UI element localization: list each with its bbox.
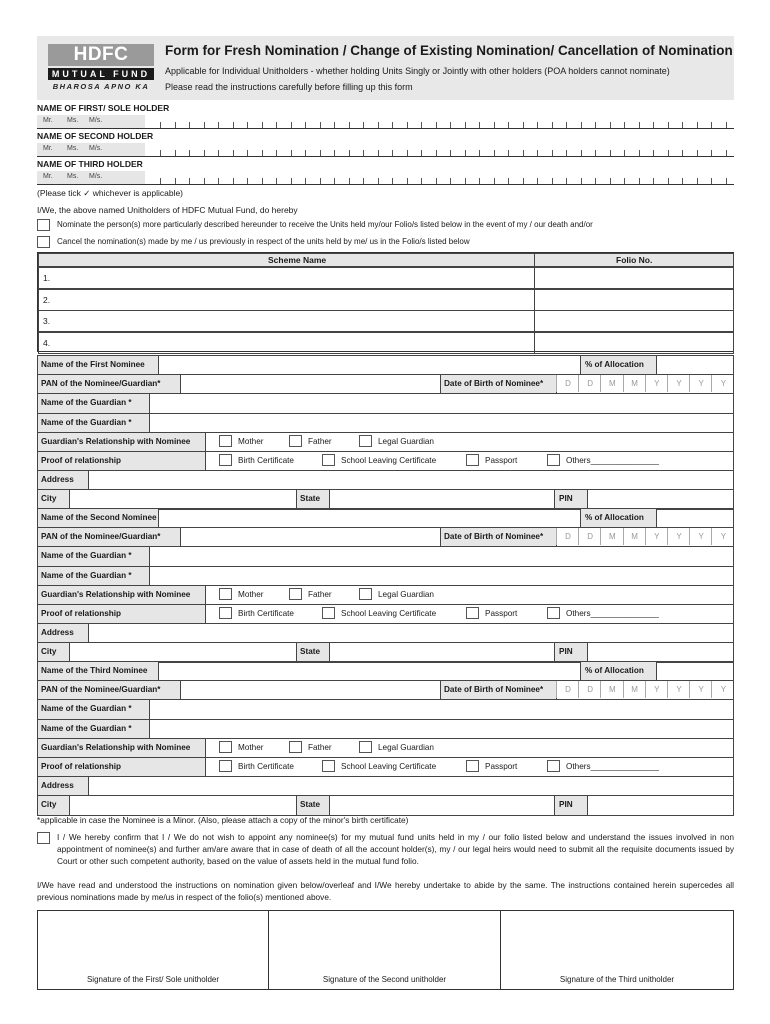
birth-certificate-label: Birth Certificate [238,609,294,618]
legal-guardian-label: Legal Guardian [378,436,434,446]
salutation-mr[interactable]: Mr. [43,173,53,180]
holder-label: NAME OF THIRD HOLDER [37,159,143,169]
dob-digit-box[interactable]: D [556,528,579,545]
pin-field[interactable] [587,795,734,815]
mother-checkbox[interactable] [219,435,232,447]
relationship-label: Guardian's Relationship with Nominee [41,742,191,752]
cancel-option-label: Cancel the nomination(s) made by me / us previously in respect of the units held by me/ us in the Folio/s listed below [57,237,470,246]
pin-label: PIN [559,800,573,810]
others-label: Others_______________ [566,762,659,771]
folio-cell[interactable] [534,289,734,311]
dob-digit-box[interactable]: Y [645,681,668,698]
city-label: City [41,800,57,810]
city-label: City [41,647,57,657]
scheme-row-number: 1. [43,273,51,283]
salutation-mr[interactable]: Mr. [43,117,53,124]
nominee-name-field[interactable] [158,355,581,375]
dob-digit-box[interactable]: M [600,375,623,392]
pan-label: PAN of the Nominee/Guardian* [41,379,161,389]
proof-label: Proof of relationship [41,456,122,465]
form-subtitle-1: Applicable for Individual Unitholders - whether holding Units Singly or Jointly with other holders (POA holders cannot nominate) [165,66,670,76]
address-field[interactable] [88,470,734,490]
city-field[interactable] [69,795,297,815]
scheme-table [37,252,734,352]
declaration-text: I/We, the above named Unitholders of HDFC Mutual Fund, do hereby [37,205,298,215]
state-label: State [300,494,321,504]
dob-digit-box[interactable]: Y [689,681,712,698]
father-checkbox[interactable] [289,588,302,600]
nominee-title: Name of the Second Nominee [41,513,157,522]
no-nominee-declaration: I / We hereby confirm that I / We do not wish to appoint any nominee(s) for my mutual fund units held in my / our folio listed below and understand the issues involved in non appointment of nominee(s) and further am/are aware that in case of death of all the account holder(s), my / our legal heirs would need to submit all the requisite documents issued by Court or other such competent authority, based on the value of assets held in the mutual fund folio. [57,832,734,866]
logo-sub: MUTUAL FUND [48,68,154,80]
salutation-mss[interactable]: M/s. [89,145,103,152]
holder-name-field[interactable] [37,115,734,129]
others-checkbox[interactable] [547,607,560,619]
state-field[interactable] [329,795,555,815]
dob-label: Date of Birth of Nominee* [444,685,544,695]
mother-label: Mother [238,436,264,446]
dob-digit-box[interactable]: D [556,375,579,392]
guardian-label: Name of the Guardian * [41,417,132,427]
dob-digit-box[interactable]: M [623,528,646,545]
school-leaving-label: School Leaving Certificate [341,609,437,618]
dob-digit-box[interactable]: Y [711,681,734,698]
school-leaving-label: School Leaving Certificate [341,456,437,465]
pin-field[interactable] [587,489,734,509]
hdfc-logo [48,44,154,92]
folio-cell[interactable] [534,267,734,289]
undertaking-text: I/We have read and understood the instructions on nomination given below/overleaf and I/We hereby undertake to abide by the same. The instructions contained herein supercedes all previous nominations made by me/us in respect of the folio(s) mentioned above. [37,880,734,902]
proof-label: Proof of relationship [41,609,122,618]
allocation-field[interactable] [656,508,734,528]
pin-label: PIN [559,494,573,504]
nominee-title: Name of the First Nominee [41,360,145,369]
mother-label: Mother [238,589,264,599]
others-checkbox[interactable] [547,760,560,772]
birth-certificate-checkbox[interactable] [219,760,232,772]
dob-digit-box[interactable]: Y [689,375,712,392]
address-field[interactable] [88,623,734,643]
dob-digit-box[interactable]: Y [667,681,690,698]
dob-digit-box[interactable]: M [600,681,623,698]
father-label: Father [308,436,332,446]
mother-checkbox[interactable] [219,741,232,753]
dob-digit-box[interactable]: Y [711,375,734,392]
passport-label: Passport [485,609,518,618]
guardian-name-field[interactable] [149,393,734,413]
dob-digit-box[interactable]: M [623,375,646,392]
salutation-ms[interactable]: Ms. [67,173,79,180]
dob-label: Date of Birth of Nominee* [444,379,544,389]
dob-label: Date of Birth of Nominee* [444,532,544,542]
guardian-label: Name of the Guardian * [41,704,132,714]
guardian-name-field[interactable] [149,413,734,433]
pin-field[interactable] [587,642,734,662]
pan-label: PAN of the Nominee/Guardian* [41,685,161,695]
guardian-label: Name of the Guardian * [41,570,132,580]
allocation-label: % of Allocation [585,360,644,369]
dob-digit-box[interactable]: D [578,681,601,698]
minor-note: *applicable in case the Nominee is a Minor. (Also, please attach a copy of the minor's birth certificate) [37,815,409,825]
scheme-name-header: Scheme Name [268,255,327,265]
allocation-label: % of Allocation [585,666,644,675]
passport-label: Passport [485,456,518,465]
address-label: Address [41,628,74,638]
passport-checkbox[interactable] [466,607,479,619]
dob-digit-box[interactable]: Y [689,528,712,545]
holder-label: NAME OF FIRST/ SOLE HOLDER [37,103,170,113]
father-checkbox[interactable] [289,741,302,753]
dob-digit-box[interactable]: Y [645,528,668,545]
salutation-ms[interactable]: Ms. [67,117,79,124]
scheme-name-cell[interactable] [38,289,535,311]
relationship-label: Guardian's Relationship with Nominee [41,436,191,446]
scheme-name-cell[interactable] [38,267,535,289]
city-label: City [41,494,57,504]
guardian-name-field[interactable] [149,546,734,566]
form-subtitle-2: Please read the instructions carefully before filling up this form [165,82,413,92]
mother-checkbox[interactable] [219,588,232,600]
legal-guardian-checkbox[interactable] [359,588,372,600]
state-field[interactable] [329,489,555,509]
pan-label: PAN of the Nominee/Guardian* [41,532,161,542]
form-title: Form for Fresh Nomination / Change of Existing Nomination/ Cancellation of Nomination [165,43,733,58]
birth-certificate-label: Birth Certificate [238,456,294,465]
father-checkbox[interactable] [289,435,302,447]
guardian-name-field[interactable] [149,719,734,739]
nominate-option-label: Nominate the person(s) more particularly described hereunder to receive the Units held my/our Folio/s listed below in the event of my / our death and/or [57,220,593,229]
pan-field[interactable] [180,527,441,547]
school-leaving-checkbox[interactable] [322,607,335,619]
signature-label-third: Signature of the Third unitholder [559,975,675,984]
birth-certificate-label: Birth Certificate [238,762,294,771]
guardian-label: Name of the Guardian * [41,398,132,408]
pin-label: PIN [559,647,573,657]
salutation-ms[interactable]: Ms. [67,145,79,152]
nominee-name-field[interactable] [158,661,581,681]
dob-digit-box[interactable]: Y [667,375,690,392]
holder-label: NAME OF SECOND HOLDER [37,131,154,141]
relationship-options [205,585,734,605]
pan-field[interactable] [180,374,441,394]
scheme-name-cell[interactable] [38,310,535,332]
others-label: Others_______________ [566,609,659,618]
dob-digit-box[interactable]: Y [645,375,668,392]
father-label: Father [308,589,332,599]
salutation-mr[interactable]: Mr. [43,145,53,152]
proof-label: Proof of relationship [41,762,122,771]
others-checkbox[interactable] [547,454,560,466]
passport-label: Passport [485,762,518,771]
dob-digit-box[interactable]: M [623,681,646,698]
scheme-row-number: 3. [43,316,51,326]
state-label: State [300,800,321,810]
address-field[interactable] [88,776,734,796]
cancel-nomination-checkbox[interactable] [37,236,50,248]
passport-checkbox[interactable] [466,760,479,772]
scheme-name-cell[interactable] [38,332,535,354]
birth-certificate-checkbox[interactable] [219,454,232,466]
birth-certificate-checkbox[interactable] [219,607,232,619]
school-leaving-checkbox[interactable] [322,454,335,466]
guardian-label: Name of the Guardian * [41,723,132,733]
dob-digit-box[interactable]: M [600,528,623,545]
legal-guardian-checkbox[interactable] [359,741,372,753]
relationship-options [205,432,734,452]
no-nominee-checkbox[interactable] [37,832,50,844]
signature-label-second: Signature of the Second unitholder [322,975,447,984]
allocation-field[interactable] [656,355,734,375]
tick-note: (Please tick ✓ whichever is applicable) [37,188,184,198]
legal-guardian-checkbox[interactable] [359,435,372,447]
salutation-mss[interactable]: M/s. [89,117,103,124]
holder-name-field[interactable] [37,143,734,157]
nominee-title: Name of the Third Nominee [41,666,148,675]
nominee-name-field[interactable] [158,508,581,528]
mother-label: Mother [238,742,264,752]
guardian-label: Name of the Guardian * [41,551,132,561]
signature-label-first: Signature of the First/ Sole unitholder [86,975,220,984]
legal-guardian-label: Legal Guardian [378,589,434,599]
others-label: Others_______________ [566,456,659,465]
dob-digit-box[interactable]: Y [667,528,690,545]
pan-field[interactable] [180,680,441,700]
guardian-name-field[interactable] [149,699,734,719]
dob-digit-box[interactable]: D [578,375,601,392]
state-label: State [300,647,321,657]
school-leaving-checkbox[interactable] [322,760,335,772]
scheme-row-number: 2. [43,294,51,305]
father-label: Father [308,742,332,752]
holder-name-field[interactable] [37,171,734,185]
scheme-row-number: 4. [43,337,51,348]
address-label: Address [41,781,74,791]
dob-digit-box[interactable]: D [578,528,601,545]
logo-brand: HDFC [48,44,154,66]
address-label: Address [41,475,74,485]
legal-guardian-label: Legal Guardian [378,742,434,752]
logo-tagline: BHAROSA APNO KA [52,82,150,91]
relationship-label: Guardian's Relationship with Nominee [41,589,191,599]
city-field[interactable] [69,489,297,509]
dob-digit-box[interactable]: Y [711,528,734,545]
dob-digit-box[interactable]: D [556,681,579,698]
state-field[interactable] [329,642,555,662]
city-field[interactable] [69,642,297,662]
guardian-name-field[interactable] [149,566,734,586]
folio-cell[interactable] [534,332,734,354]
school-leaving-label: School Leaving Certificate [341,762,437,771]
nominate-checkbox[interactable] [37,219,50,231]
allocation-field[interactable] [656,661,734,681]
allocation-label: % of Allocation [585,513,644,522]
folio-cell[interactable] [534,310,734,332]
folio-header: Folio No. [616,255,653,265]
passport-checkbox[interactable] [466,454,479,466]
salutation-mss[interactable]: M/s. [89,173,103,180]
relationship-options [205,738,734,758]
